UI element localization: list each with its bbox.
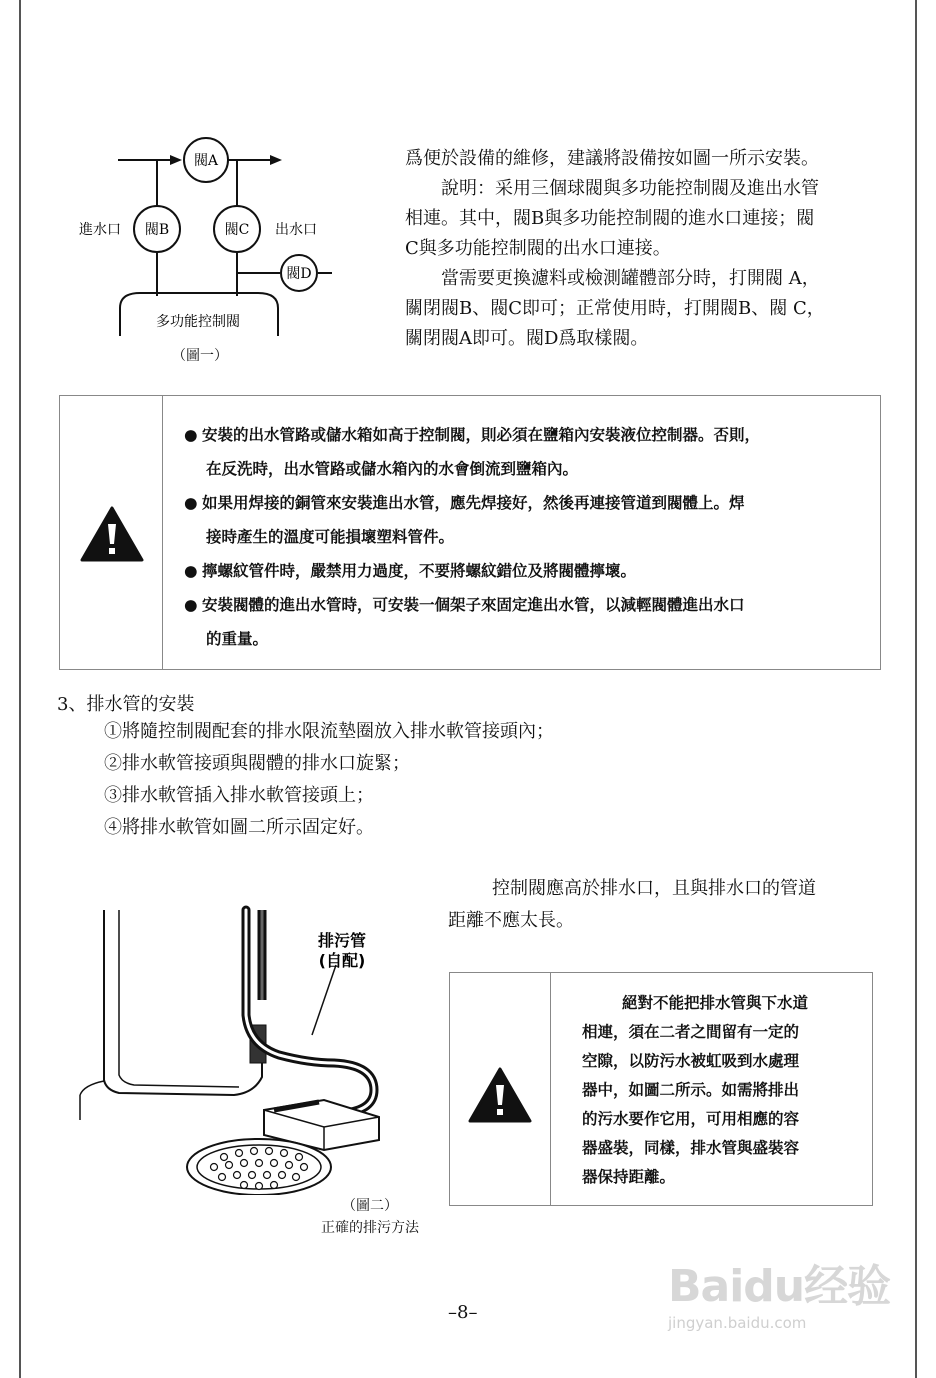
intro-line: 爲便於設備的維修，建議將設備按如圖一所示安裝。 [405, 148, 819, 169]
warning-line: 器盛裝，同樣，排水管與盛裝容 [582, 1139, 800, 1157]
warning-item-line: 在反洗時，出水管路或儲水箱內的水會倒流到鹽箱內。 [206, 460, 579, 478]
intro-line: 關閉閥B、閥C即可；正常使用時，打開閥B、閥 C， [405, 298, 825, 319]
warning-line: 相連，須在二者之間留有一定的 [582, 1023, 800, 1041]
warning-line: 空隙，以防污水被虹吸到水處理 [582, 1052, 800, 1070]
warning-item-line: 如果用焊接的銅管來安裝進出水管，應先焊接好，然後再連接管道到閥體上。焊 [202, 494, 745, 512]
warning-item [184, 554, 874, 588]
valve-c-label: 閥C [224, 222, 250, 238]
warning-triangle-icon [80, 506, 144, 562]
intro-paragraph [405, 144, 885, 354]
page-border-right [915, 0, 917, 1378]
outlet-label: 出水口 [275, 222, 317, 238]
warning-item-line: 接時產生的溫度可能損壞塑料管件。 [206, 528, 455, 546]
warning-item [184, 588, 874, 656]
inlet-label: 進水口 [79, 222, 121, 238]
section-3-steps [104, 716, 554, 844]
valve-a-label: 閥A [193, 153, 219, 169]
note-line: 控制閥應高於排水口，且與排水口的管道 [492, 878, 816, 899]
warning-item-line: 擰螺紋管件時，嚴禁用力過度，不要將螺紋錯位及將閥體擰壞。 [202, 562, 637, 580]
page-number: –8– [448, 1302, 478, 1323]
figure-2-subtitle: 正確的排污方法 [321, 1220, 419, 1236]
warning-line: 器保持距離。 [582, 1168, 676, 1186]
section-3-title: 3、排水管的安裝 [57, 694, 195, 715]
warning-item [184, 418, 874, 486]
warning-box-drain [449, 972, 873, 1206]
warning-box-installation [59, 395, 881, 670]
intro-line: 相連。其中，閥B與多功能控制閥的進水口連接；閥 [405, 208, 815, 229]
intro-line: 關閉閥A即可。閥D爲取樣閥。 [405, 328, 649, 349]
warning-list [184, 418, 874, 656]
note-line: 距離不應太長。 [448, 910, 574, 931]
figure-2-caption [310, 1195, 430, 1239]
page-border-left [19, 0, 21, 1378]
warning-item-line: 的重量。 [206, 630, 269, 648]
baidu-watermark [668, 1250, 898, 1340]
intro-line: 說明：采用三個球閥與多功能控制閥及進出水管 [405, 178, 819, 199]
valve-b-label: 閥B [144, 222, 170, 238]
warning-text [582, 989, 852, 1192]
warning-line: 的污水要作它用，可用相應的容 [582, 1110, 800, 1128]
pipe-label: 排污管 [317, 931, 367, 950]
step-item: ①將隨控制閥配套的排水限流墊圈放入排水軟管接頭內； [104, 721, 554, 742]
warning-item-line: 安裝閥體的進出水管時，可安裝一個架子來固定進出水管，以減輕閥體進出水口 [202, 596, 745, 614]
valve-diagram [70, 128, 350, 343]
step-item: ②排水軟管接頭與閥體的排水口旋緊； [104, 753, 410, 774]
watermark-url: jingyan.baidu.com [668, 1314, 807, 1332]
figure-2-title: （圖二） [342, 1198, 398, 1214]
control-valve-label: 多功能控制閥 [156, 314, 240, 330]
warning-icon-cell [60, 396, 163, 669]
warning-item-line: 安裝的出水管路或儲水箱如高于控制閥，則必須在鹽箱內安裝液位控制器。否則， [202, 426, 761, 444]
step-item: ③排水軟管插入排水軟管接頭上； [104, 785, 374, 806]
intro-line: C與多功能控制閥的出水口連接。 [405, 238, 671, 259]
warning-item [184, 486, 874, 554]
step-item: ④將排水軟管如圖二所示固定好。 [104, 817, 374, 838]
tank-body [104, 910, 262, 1095]
drain-illustration [74, 905, 424, 1195]
warning-line: 絕對不能把排水管與下水道 [622, 994, 809, 1012]
valve-d-label: 閥D [286, 266, 312, 282]
intro-line: 當需要更換濾料或檢測罐體部分時，打開閥 A， [405, 268, 820, 289]
warning-icon-cell [450, 973, 551, 1205]
drain-height-note [448, 873, 878, 937]
pipe-label-note: (自配) [318, 951, 366, 970]
watermark-logo: Baidu经验 [668, 1261, 891, 1312]
figure-1-caption: （圖一） [172, 348, 228, 364]
warning-line: 器中，如圖二所示。如需將排出 [582, 1081, 800, 1099]
warning-triangle-icon [468, 1067, 532, 1123]
